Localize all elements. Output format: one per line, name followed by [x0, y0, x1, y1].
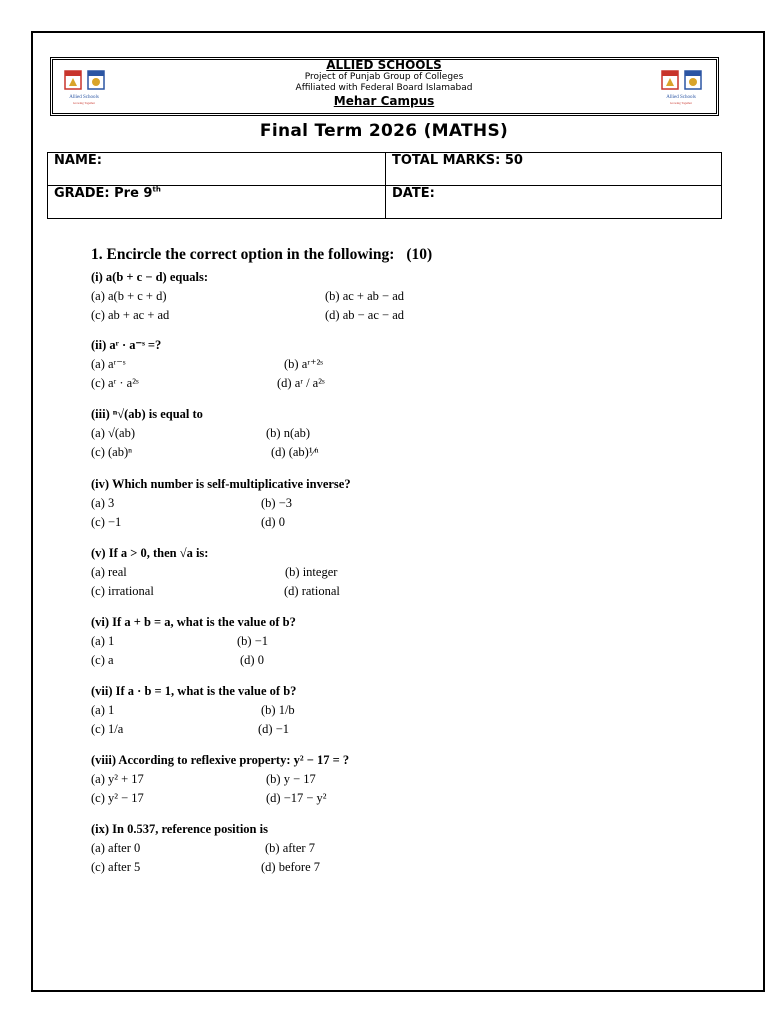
question-stem: (iv) Which number is self-multiplicative inverse? [91, 477, 351, 491]
question-stem: (ix) In 0.537, reference position is [91, 822, 268, 836]
student-info-table [47, 152, 722, 219]
option-d: (d) ab − ac − ad [325, 308, 404, 322]
question-viii [91, 751, 349, 808]
option-a: (a) 3 [91, 496, 115, 510]
campus-name: Mehar Campus [333, 94, 435, 108]
option-a: (a) after 0 [91, 841, 141, 855]
option-c: (c) −1 [91, 515, 122, 529]
option-d: (d) 0 [261, 515, 285, 529]
question-ii [91, 336, 325, 393]
option-c: (c) a [91, 653, 114, 667]
option-c: (c) y² − 17 [91, 791, 144, 805]
school-affiliation-line-2: Affiliated with Federal Board Islamabad [295, 83, 473, 93]
option-d: (d) −1 [258, 722, 289, 736]
question-stem: (v) If a > 0, then √a is: [91, 546, 209, 560]
exam-title: Final Term 2026 (MATHS) [259, 121, 509, 141]
option-b: (b) integer [285, 565, 338, 579]
option-d: (d) rational [284, 584, 340, 598]
logo-caption-right: Allied Schools [666, 95, 696, 100]
logo-tagline-right: Growing Together [670, 101, 692, 105]
option-b: (b) −3 [261, 496, 292, 510]
option-a: (a) a(b + c + d) [91, 289, 167, 303]
question-i [91, 268, 404, 325]
question-v [91, 544, 340, 601]
option-a: (a) 1 [91, 634, 115, 648]
option-a: (a) y² + 17 [91, 772, 144, 786]
school-logo-left [62, 68, 112, 108]
option-d: (d) 0 [240, 653, 264, 667]
option-c: (c) 1/a [91, 722, 124, 736]
name-field: NAME: [48, 153, 386, 186]
option-c: (c) aʳ · a²ˢ [91, 376, 139, 390]
option-d: (d) −17 − y² [266, 791, 327, 805]
option-c: (c) after 5 [91, 860, 141, 874]
question-stem: (viii) According to reflexive property: y² − 17 = ? [91, 753, 350, 767]
question-vi [91, 613, 296, 670]
option-d: (d) aʳ / a²ˢ [277, 376, 325, 390]
logo-tagline-left: Growing Together [73, 101, 95, 105]
question-stem: (iii) ⁿ√(ab) is equal to [91, 407, 203, 421]
option-b: (b) y − 17 [266, 772, 316, 786]
section-1-marks: (10) [406, 246, 433, 263]
option-c: (c) (ab)ⁿ [91, 445, 133, 459]
total-marks-field: TOTAL MARKS: 50 [386, 153, 722, 186]
school-header [200, 59, 568, 108]
date-field: DATE: [386, 186, 722, 219]
question-iv [91, 475, 351, 532]
option-b: (b) −1 [237, 634, 268, 648]
option-a: (a) 1 [91, 703, 115, 717]
question-vii [91, 682, 296, 739]
question-iii [91, 405, 319, 462]
option-b: (b) 1/b [261, 703, 295, 717]
question-stem: (ii) aʳ · a⁻ˢ =? [91, 338, 162, 352]
option-b: (b) n(ab) [266, 426, 311, 440]
question-stem: (vi) If a + b = a, what is the value of b? [91, 615, 296, 629]
question-stem: (vii) If a · b = 1, what is the value of b? [91, 684, 297, 698]
school-logo-right [659, 68, 709, 108]
option-a: (a) real [91, 565, 127, 579]
question-stem: (i) a(b + c − d) equals: [91, 270, 209, 284]
section-1-title: 1. Encircle the correct option in the following: [91, 246, 395, 263]
section-1-heading [91, 246, 432, 264]
option-c: (c) irrational [91, 584, 154, 598]
option-d: (d) (ab)¹⁄ⁿ [271, 445, 319, 459]
grade-suffix: th [152, 185, 161, 194]
option-a: (a) aʳ⁻ˢ [91, 357, 126, 371]
option-d: (d) before 7 [261, 860, 320, 874]
school-affiliation-line-1: Project of Punjab Group of Colleges [304, 72, 464, 82]
school-name: ALLIED SCHOOLS [326, 58, 442, 72]
option-b: (b) aʳ⁺²ˢ [284, 357, 323, 371]
option-b: (b) ac + ab − ad [325, 289, 404, 303]
option-c: (c) ab + ac + ad [91, 308, 170, 322]
logo-caption-left: Allied Schools [69, 95, 99, 100]
option-b: (b) after 7 [265, 841, 315, 855]
question-ix [91, 820, 320, 877]
option-a: (a) √(ab) [91, 426, 135, 440]
grade-field [48, 186, 386, 219]
grade-label: GRADE: Pre 9 [54, 186, 153, 201]
